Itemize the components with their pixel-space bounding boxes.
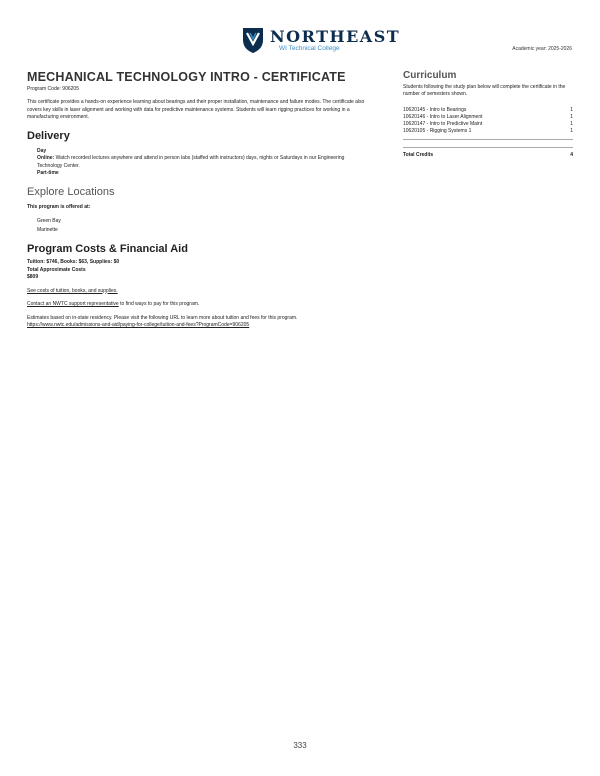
course-row: [403, 128, 573, 135]
course-row: [403, 107, 573, 114]
college-logo[interactable]: [241, 26, 401, 56]
page-number: 333: [293, 741, 307, 750]
course-credits: 1: [570, 107, 573, 113]
delivery-parttime: Part-time: [37, 170, 59, 176]
logo-subtitle: WI Technical College: [279, 45, 340, 52]
page-header: [0, 0, 600, 60]
course-credits: 1: [570, 121, 573, 127]
logo-name: NORTHEAST: [270, 27, 401, 46]
program-code: Program Code: 906205: [27, 86, 79, 92]
curriculum-note: Students following the study plan below will complete the certificate in the number of semesters shown.: [403, 84, 566, 97]
northeast-shield-icon: [241, 26, 265, 54]
location-item: Green Bay: [37, 218, 61, 224]
delivery-online: [37, 155, 367, 170]
costs-heading: Program Costs & Financial Aid: [27, 243, 188, 255]
course-row: [403, 121, 573, 128]
costs-tuition: Tuition: $746, Books: $63, Supplies: $0: [27, 259, 120, 265]
costs-total-label: Total Approximate Costs: [27, 266, 86, 273]
estimate-note: Estimates based on in-state residency. Please visit the following URL to learn more about tuition and fees for this program.: [27, 314, 298, 321]
delivery-day: Day: [37, 147, 47, 154]
curriculum-heading: Curriculum: [403, 70, 457, 81]
curriculum-panel: [403, 70, 573, 159]
locations-list: [37, 217, 377, 235]
course-name: 10620105 - Rigging Systems 1: [403, 128, 472, 134]
delivery-list: [37, 148, 367, 178]
program-title: MECHANICAL TECHNOLOGY INTRO - CERTIFICATE: [27, 70, 346, 84]
delivery-heading: Delivery: [27, 129, 70, 142]
course-name: 10620147 - Intro to Predictive Maint: [403, 121, 483, 127]
total-credits-label: Total Credits: [403, 152, 434, 158]
program-description: This certificate provides a hands-on experience learning about bearings and their proper installation, maintenance and failure modes. The certificate also covers key skills in laser alignment and working with data for predictive maintenance systems. Students will learn rigging practices for working in a manufacturing environment.: [27, 99, 365, 120]
locations-heading: Explore Locations: [27, 185, 115, 198]
course-credits: 1: [570, 128, 573, 134]
course-credits: 1: [570, 114, 573, 120]
academic-year: Academic year: 2025-2026: [512, 46, 572, 52]
locations-intro: This program is offered at:: [27, 203, 91, 210]
course-row: [403, 114, 573, 121]
curriculum-divider: [403, 140, 573, 148]
costs-link[interactable]: See costs of tuition, books, and supplies.: [27, 287, 118, 294]
total-credits-row: [403, 152, 573, 159]
total-credits-value: 4: [570, 152, 573, 158]
location-item: Marinette: [37, 227, 58, 233]
contact-rest: to find ways to pay for this program.: [118, 301, 200, 307]
course-list: [403, 107, 573, 140]
delivery-online-label: Online:: [37, 155, 55, 161]
course-name: 10620145 - Intro to Bearings: [403, 107, 467, 113]
program-main-column: [27, 70, 377, 330]
delivery-online-text: Watch recorded lectures anywhere and attend in person labs (staffed with instructors) days, nights or Saturdays in our Engineering Technology Center.: [37, 155, 345, 169]
costs-total-value: $809: [27, 274, 39, 280]
course-name: 10620146 - Intro to Laser Alignment: [403, 114, 483, 120]
contact-link[interactable]: Contact an NWTC support representative: [27, 301, 119, 307]
contact-line: [27, 301, 377, 309]
tuition-url-link[interactable]: https://www.nwtc.edu/admissions-and-aid/paying-for-college/tuition-and-fees?ProgramCode=906205: [27, 322, 250, 328]
